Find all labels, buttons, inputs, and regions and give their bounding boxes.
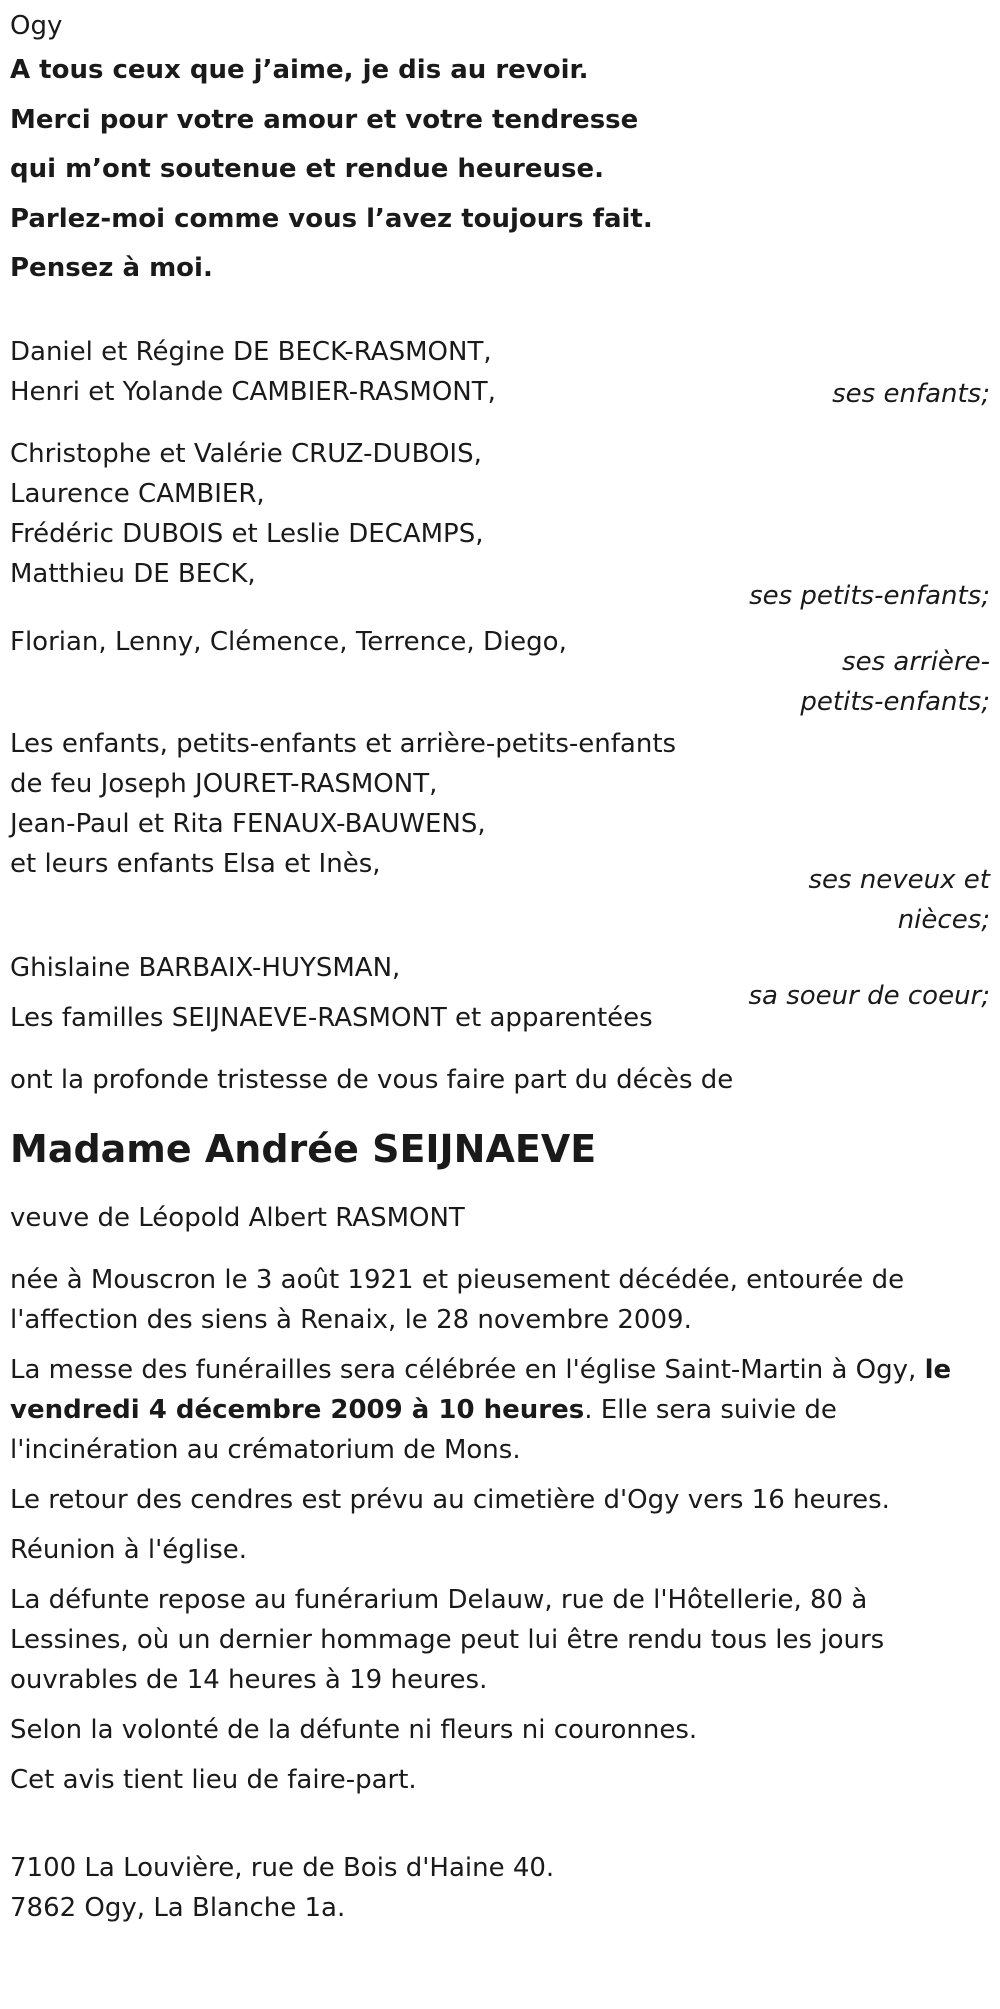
poem-line: Parlez-moi comme vous l’avez toujours fait. — [10, 203, 653, 234]
poem-line: Pensez à moi. — [10, 253, 213, 283]
poem-line: Merci pour votre amour et votre tendresse — [10, 104, 639, 135]
birth-death-paragraph: née à Mouscron le 3 août 1921 et pieusement décédée, entourée de l'affection des siens à Renaix, le 28 novembre 2009. — [10, 1264, 905, 1335]
family-role: ses neveux et nièces; — [808, 864, 990, 935]
family-role: sa soeur de coeur; — [748, 980, 990, 1011]
family-group-sister — [10, 948, 990, 1011]
family-group-nephews — [10, 724, 990, 948]
family-member: Florian, Lenny, Clémence, Terrence, Diego, — [10, 626, 567, 657]
family-member: Christophe et Valérie CRUZ-DUBOIS, — [10, 438, 482, 469]
family-group-great-grandchildren — [10, 622, 990, 724]
announcement: ont la profonde tristesse de vous faire part du décès de — [10, 1064, 734, 1095]
obituary-notice — [10, 6, 990, 1928]
family-role: ses petits-enfants; — [749, 580, 990, 611]
notice-paragraph: Cet avis tient lieu de faire-part. — [10, 1764, 417, 1795]
family-member: Frédéric DUBOIS et Leslie DECAMPS, — [10, 518, 484, 549]
flowers-paragraph: Selon la volonté de la défunte ni fleurs ni couronnes. — [10, 1714, 698, 1745]
poem-line: qui m’ont soutenue et rendue heureuse. — [10, 154, 605, 184]
extended-families: Les familles SEIJNAEVE-RASMONT et apparentées — [10, 1002, 653, 1033]
address-line: 7862 Ogy, La Blanche 1a. — [10, 1892, 346, 1923]
meeting-paragraph: Réunion à l'église. — [10, 1534, 248, 1565]
poem-line: A tous ceux que j’aime, je dis au revoir. — [10, 55, 589, 85]
funeral-mass-date: le vendredi 4 décembre 2009 à 10 heures — [10, 1354, 952, 1425]
family-member: Jean-Paul et Rita FENAUX-BAUWENS, — [10, 808, 486, 839]
funeral-mass-text-end: . Elle sera suivie de l'incinération au crématorium de Mons. — [10, 1394, 837, 1465]
family-member: Laurence CAMBIER, — [10, 478, 265, 509]
family-member: de feu Joseph JOURET-RASMONT, — [10, 768, 438, 799]
family-member: et leurs enfants Elsa et Inès, — [10, 848, 381, 879]
family-member: Matthieu DE BECK, — [10, 558, 256, 589]
place-name: Ogy — [10, 11, 63, 41]
funeral-mass-text: La messe des funérailles sera célébrée en l'église Saint-Martin à Ogy, — [10, 1354, 925, 1385]
address-line: 7100 La Louvière, rue de Bois d'Haine 40. — [10, 1852, 555, 1883]
family-role: ses arrière-petits-enfants; — [800, 646, 990, 717]
family-group-grandchildren — [10, 434, 990, 622]
poem — [10, 46, 990, 294]
family-member: Ghislaine BARBAIX-HUYSMAN, — [10, 952, 401, 983]
family-member: Les enfants, petits-enfants et arrière-petits-enfants — [10, 728, 677, 759]
ashes-paragraph: Le retour des cendres est prévu au cimetière d'Ogy vers 16 heures. — [10, 1484, 890, 1515]
funeral-mass-paragraph — [10, 1350, 990, 1470]
deceased-name: Madame Andrée SEIJNAEVE — [10, 1126, 597, 1171]
family-member: Daniel et Régine DE BECK-RASMONT, — [10, 336, 492, 367]
family-member: Henri et Yolande CAMBIER-RASMONT, — [10, 376, 496, 407]
repose-paragraph: La défunte repose au funérarium Delauw, rue de l'Hôtellerie, 80 à Lessines, où un dernier hommage peut lui être rendu tous les jours ouvrables de 14 heures à 19 heures. — [10, 1584, 885, 1695]
family-role: ses enfants; — [832, 378, 990, 409]
widow-of: veuve de Léopold Albert RASMONT — [10, 1202, 465, 1233]
